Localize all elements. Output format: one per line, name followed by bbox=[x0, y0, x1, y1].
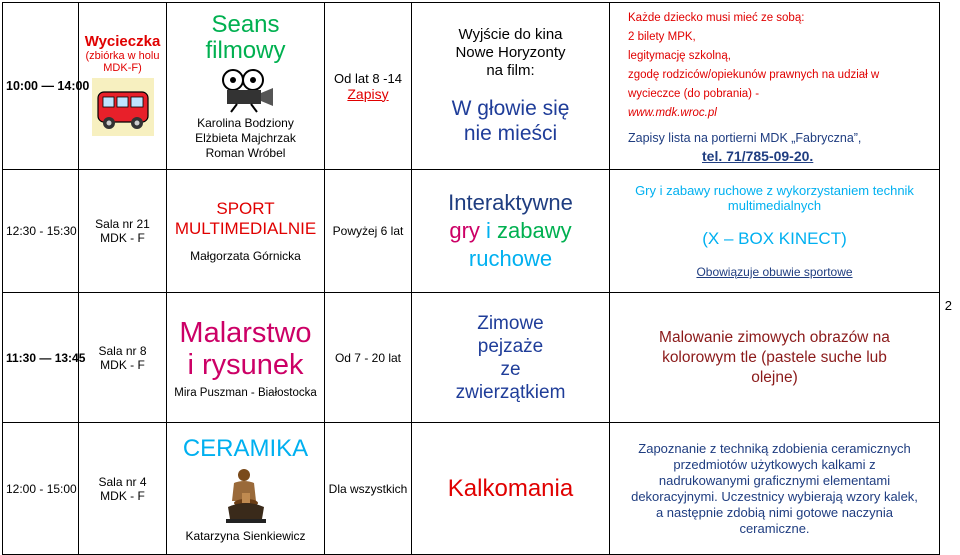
title-line2: pejzaże bbox=[477, 335, 544, 357]
place-line2: MDK - F bbox=[100, 231, 145, 245]
bus-icon bbox=[92, 78, 154, 136]
place-title: Wycieczka bbox=[84, 32, 161, 50]
event-line1: Malarstwo bbox=[179, 316, 312, 349]
potter-icon bbox=[222, 467, 270, 523]
event-cell bbox=[167, 3, 325, 170]
event-line1: SPORT bbox=[216, 199, 275, 218]
website-link[interactable]: www.mdk.wroc.pl bbox=[628, 107, 717, 119]
place-line2: MDK - F bbox=[100, 357, 145, 372]
place-line1: Sala nr 4 bbox=[98, 474, 147, 489]
title-line2: Nowe Horyzonty bbox=[455, 44, 566, 61]
time-cell bbox=[3, 170, 79, 293]
title-cell bbox=[412, 3, 610, 170]
details-cell bbox=[610, 423, 940, 555]
place-line1: Sala nr 8 bbox=[98, 343, 147, 358]
details-cell bbox=[610, 293, 940, 423]
requirement-item: 2 bilety MPK, bbox=[628, 31, 696, 43]
age-cell bbox=[325, 170, 412, 293]
title-cell bbox=[412, 170, 610, 293]
event-cell bbox=[167, 423, 325, 555]
age-cell bbox=[325, 293, 412, 423]
time-cell bbox=[3, 3, 90, 170]
instructor-2: Elżbieta Majchrzak bbox=[195, 130, 296, 145]
signup-info: Zapisy lista na portierni MDK „Fabryczna”, bbox=[628, 131, 862, 145]
requirement-item: zgodę rodziców/opiekunów prawnych na udział w wycieczce (do pobrania) - bbox=[628, 69, 880, 100]
event-title: CERAMIKA bbox=[182, 434, 309, 462]
title-word: ruchowe bbox=[468, 246, 553, 271]
shoes-note: Obowiązuje obuwie sportowe bbox=[696, 265, 853, 279]
title-cell bbox=[412, 423, 610, 555]
details-cell bbox=[610, 170, 940, 293]
age-text: Od 7 - 20 lat bbox=[334, 350, 402, 365]
place-cell bbox=[79, 170, 167, 293]
activity-desc: Malowanie zimowych obrazów na kolorowym tle (pastele suche lub olejne) bbox=[659, 328, 890, 386]
place-cell bbox=[79, 293, 167, 423]
title-cell bbox=[412, 293, 610, 423]
time-text: 12:00 - 15:00 bbox=[6, 481, 77, 496]
title-word: Interaktywne bbox=[448, 190, 573, 215]
place-note: (zbiórka w holu MDK-F) bbox=[85, 49, 160, 74]
table-row bbox=[3, 170, 940, 293]
instructor-1: Karolina Bodziony bbox=[197, 115, 294, 130]
place-line1: Sala nr 21 bbox=[95, 217, 150, 231]
time-text: 10:00 — 14:00 bbox=[6, 79, 90, 93]
table-row bbox=[3, 3, 940, 170]
title-line3: na film: bbox=[486, 62, 535, 79]
time-text: 12:30 - 15:30 bbox=[6, 224, 77, 238]
title-word: i bbox=[486, 218, 491, 243]
time-cell bbox=[3, 293, 86, 423]
instructor: Małgorzata Górnicka bbox=[190, 249, 301, 263]
title-word: gry bbox=[449, 218, 480, 243]
page-number: 2 bbox=[944, 298, 952, 313]
event-cell bbox=[167, 293, 325, 423]
title-line4: zwierzątkiem bbox=[455, 381, 566, 403]
instructor-3: Roman Wróbel bbox=[205, 145, 286, 160]
signup-link[interactable]: Zapisy bbox=[347, 85, 389, 102]
time-cell bbox=[3, 423, 79, 555]
age-text: Dla wszystkich bbox=[328, 481, 408, 496]
requirements-intro: Każde dziecko musi mieć ze sobą: bbox=[628, 12, 805, 24]
film-projector-icon bbox=[213, 68, 279, 112]
place-cell bbox=[79, 423, 167, 555]
activity-title bbox=[415, 189, 606, 273]
activity-title: Kalkomania bbox=[447, 474, 574, 502]
place-line2: MDK - F bbox=[100, 488, 145, 503]
device-name: (X – BOX KINECT) bbox=[702, 229, 847, 248]
age-cell bbox=[325, 423, 412, 555]
instructor: Mira Puszman - Białostocka bbox=[174, 386, 317, 399]
instructor: Katarzyna Sienkiewicz bbox=[185, 528, 306, 543]
phone-number: tel. 71/785-09-20. bbox=[702, 148, 814, 164]
requirement-item: legitymację szkolną, bbox=[628, 50, 731, 62]
event-line2: MULTIMEDIALNIE bbox=[174, 219, 317, 238]
age-cell bbox=[325, 3, 412, 170]
event-line2: i rysunek bbox=[187, 348, 304, 381]
activity-desc: Zapoznanie z techniką zdobienia ceramicznych przedmiotów użytkowych kalkami z nadrukowanymi graficznymi elementami dekoracyjnymi. Uczestnicy wybierają wzory kalek, a następnie zdobią nimi gotowe naczynia ceramiczne. bbox=[631, 440, 918, 536]
title-line3: ze bbox=[500, 358, 521, 380]
title-line1: Zimowe bbox=[477, 312, 544, 334]
details-cell bbox=[610, 3, 940, 170]
schedule-table bbox=[2, 2, 940, 555]
table-row bbox=[3, 423, 940, 555]
table-row bbox=[3, 293, 940, 423]
time-text: 11:30 — 13:45 bbox=[6, 350, 86, 365]
place-cell bbox=[79, 3, 167, 170]
activity-desc: Gry i zabawy ruchowe z wykorzystaniem technik multimedialnych bbox=[635, 183, 914, 213]
title-line1: Wyjście do kina bbox=[458, 26, 563, 43]
age-text: Powyżej 6 lat bbox=[332, 224, 404, 238]
film-title: W głowie się nie mieści bbox=[451, 97, 570, 145]
age-text: Od lat 8 -14 bbox=[334, 70, 402, 86]
event-title: Seans filmowy bbox=[205, 10, 286, 64]
title-word: zabawy bbox=[497, 218, 572, 243]
event-cell bbox=[167, 170, 325, 293]
